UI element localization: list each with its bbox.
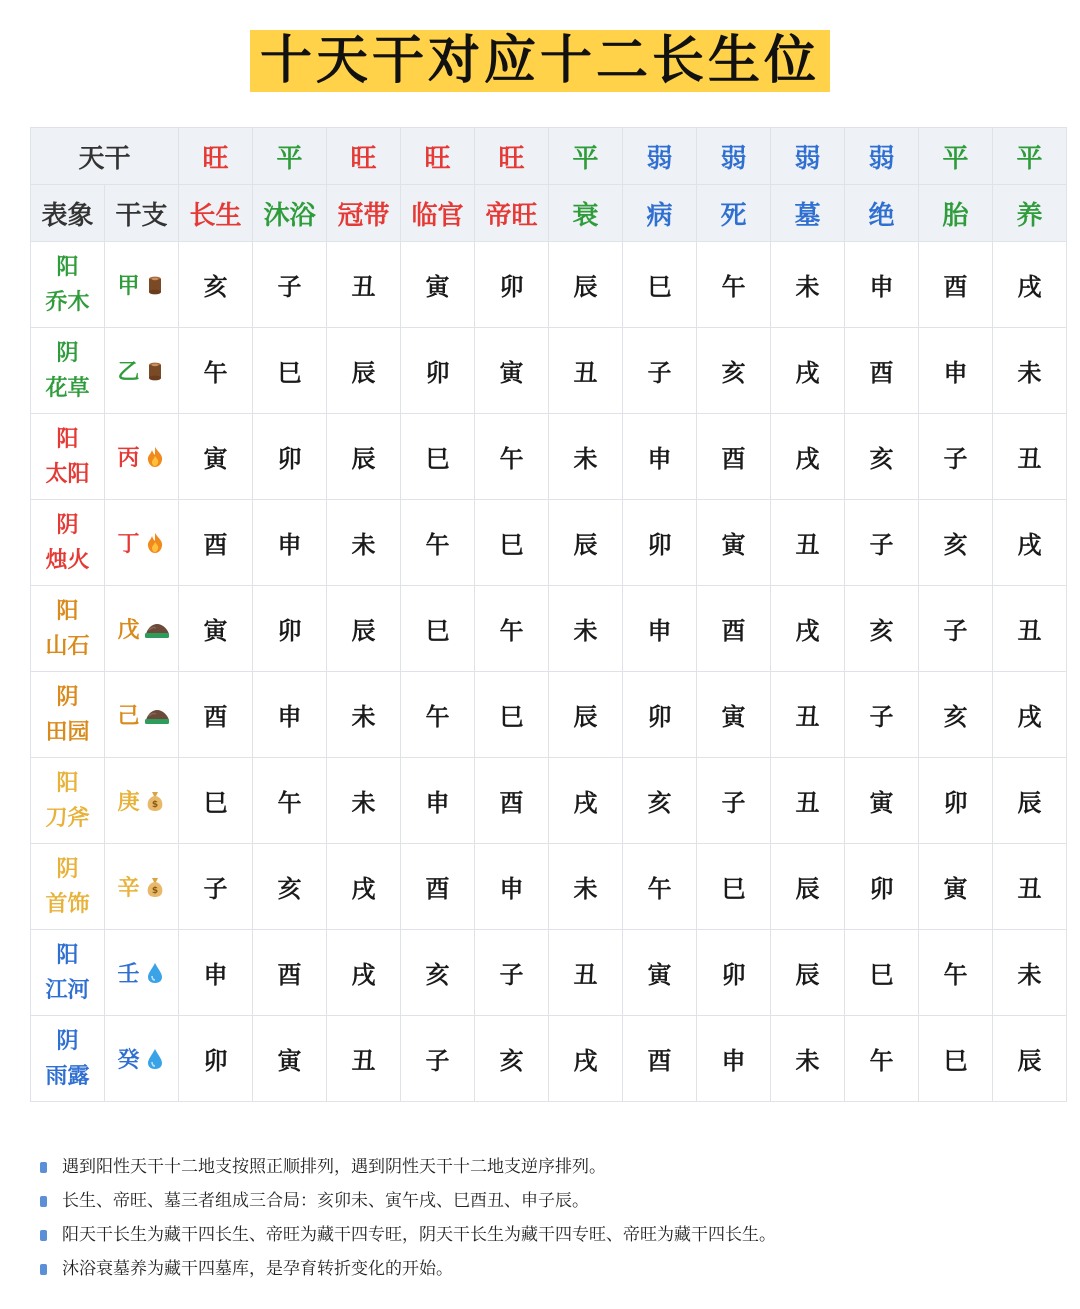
branch-cell: 未: [549, 586, 623, 672]
branch-cell: 丑: [549, 930, 623, 1016]
stem-cell: [105, 500, 179, 586]
wood-icon: [144, 360, 166, 382]
branch-cell: 寅: [253, 1016, 327, 1102]
branch-cell: 戌: [549, 758, 623, 844]
branch-cell: 未: [327, 758, 401, 844]
image-cell: [31, 672, 105, 758]
branch-cell: 戌: [771, 328, 845, 414]
table-row: [31, 930, 1067, 1016]
branch-cell: 辰: [327, 586, 401, 672]
branch-cell: 戌: [327, 930, 401, 1016]
branch-cell: 未: [993, 930, 1067, 1016]
yinyang-label: 阴: [56, 856, 79, 882]
branch-cell: 申: [845, 242, 919, 328]
branch-cell: 未: [327, 500, 401, 586]
branch-cell: 午: [253, 758, 327, 844]
branch-cell: 丑: [771, 500, 845, 586]
stem-wrap: [118, 957, 166, 988]
note-text: 沐浴衰墓养为藏干四墓库，是孕育转折变化的开始。: [62, 1259, 453, 1279]
note-item: [36, 1184, 1056, 1218]
branch-cell: 亥: [253, 844, 327, 930]
money-bag-icon: [144, 876, 166, 898]
branch-cell: 丑: [993, 414, 1067, 500]
branch-cell: 辰: [327, 414, 401, 500]
branch-cell: 卯: [253, 586, 327, 672]
stem-wrap: [118, 441, 166, 472]
note-item: [36, 1218, 1056, 1252]
branch-cell: 申: [919, 328, 993, 414]
wood-icon: [144, 274, 166, 296]
branch-cell: 申: [401, 758, 475, 844]
branch-cell: 辰: [549, 500, 623, 586]
water-drop-icon: [144, 962, 166, 984]
table-row: [31, 328, 1067, 414]
branch-cell: 卯: [401, 328, 475, 414]
branch-cell: 丑: [549, 328, 623, 414]
bullet-icon: [40, 1162, 47, 1173]
svg-text:$: $: [151, 885, 158, 896]
stage-header-cell: 沐浴: [253, 185, 327, 242]
table-row: [31, 242, 1067, 328]
branch-cell: 巳: [179, 758, 253, 844]
strength-cell: 平: [993, 128, 1067, 185]
changsheng-table: [30, 127, 1067, 1102]
branch-cell: 戌: [327, 844, 401, 930]
branch-cell: 巳: [697, 844, 771, 930]
stem-wrap: [118, 785, 166, 816]
branch-cell: 午: [401, 672, 475, 758]
image-label: 刀斧: [45, 805, 90, 831]
strength-cell: 旺: [327, 128, 401, 185]
strength-cell: 弱: [697, 128, 771, 185]
image-label: 雨露: [45, 1063, 90, 1089]
image-label: 田园: [45, 719, 90, 745]
branch-cell: 亥: [475, 1016, 549, 1102]
yinyang-label: 阳: [56, 770, 79, 796]
branch-cell: 未: [993, 328, 1067, 414]
branch-cell: 亥: [845, 414, 919, 500]
strength-cell: 旺: [179, 128, 253, 185]
table-row: [31, 844, 1067, 930]
branch-cell: 未: [549, 414, 623, 500]
header-row-stage: [31, 185, 1067, 242]
branch-cell: 辰: [771, 930, 845, 1016]
branch-cell: 亥: [179, 242, 253, 328]
image-label: 山石: [45, 633, 90, 659]
strength-cell: 弱: [771, 128, 845, 185]
strength-cell: 平: [253, 128, 327, 185]
branch-cell: 卯: [623, 672, 697, 758]
yinyang-label: 阴: [56, 684, 79, 710]
branch-cell: 寅: [623, 930, 697, 1016]
branch-cell: 丑: [327, 1016, 401, 1102]
stem-label: 甲: [117, 274, 140, 299]
branch-cell: 巳: [253, 328, 327, 414]
yinyang-label: 阳: [56, 426, 79, 452]
branch-cell: 亥: [401, 930, 475, 1016]
branch-cell: 申: [475, 844, 549, 930]
svg-text:$: $: [151, 799, 158, 810]
image-label: 乔木: [45, 289, 90, 315]
notes-list: [36, 1150, 1056, 1286]
strength-cell: 旺: [401, 128, 475, 185]
branch-cell: 亥: [697, 328, 771, 414]
branch-cell: 寅: [919, 844, 993, 930]
stage-header-cell: 胎: [919, 185, 993, 242]
branch-cell: 寅: [179, 414, 253, 500]
yinyang-label: 阳: [56, 598, 79, 624]
yinyang-label: 阴: [56, 340, 79, 366]
branch-cell: 子: [919, 586, 993, 672]
branch-cell: 巳: [401, 414, 475, 500]
stage-header-cell: 冠带: [327, 185, 401, 242]
strength-cell: 平: [919, 128, 993, 185]
stem-wrap: [118, 527, 166, 558]
image-cell: [31, 758, 105, 844]
stem-cell: [105, 758, 179, 844]
branch-cell: 丑: [327, 242, 401, 328]
branch-cell: 申: [179, 930, 253, 1016]
branch-cell: 卯: [475, 242, 549, 328]
branch-cell: 戌: [993, 672, 1067, 758]
branch-cell: 午: [475, 586, 549, 672]
yinyang-label: 阳: [56, 942, 79, 968]
strength-cell: 弱: [623, 128, 697, 185]
stem-cell: [105, 1016, 179, 1102]
table-body: [31, 128, 1067, 1102]
stem-cell: [105, 586, 179, 672]
branch-cell: 酉: [919, 242, 993, 328]
branch-cell: 亥: [623, 758, 697, 844]
branch-cell: 辰: [771, 844, 845, 930]
earth-icon: [144, 618, 166, 640]
branch-cell: 未: [771, 1016, 845, 1102]
branch-cell: 午: [179, 328, 253, 414]
branch-cell: 酉: [697, 586, 771, 672]
branch-cell: 子: [697, 758, 771, 844]
stage-header-cell: 养: [993, 185, 1067, 242]
image-label: 首饰: [45, 891, 90, 917]
image-label: 太阳: [45, 461, 90, 487]
branch-cell: 丑: [993, 844, 1067, 930]
yinyang-label: 阴: [56, 512, 79, 538]
branch-cell: 巳: [845, 930, 919, 1016]
image-cell: [31, 242, 105, 328]
yinyang-label: 阴: [56, 1028, 79, 1054]
strength-cell: 旺: [475, 128, 549, 185]
branch-cell: 巳: [401, 586, 475, 672]
stem-label: 癸: [117, 1048, 140, 1073]
image-cell: [31, 586, 105, 672]
stem-wrap: [118, 613, 166, 644]
table-row: [31, 672, 1067, 758]
branch-cell: 巳: [475, 500, 549, 586]
branch-cell: 午: [475, 414, 549, 500]
branch-cell: 卯: [253, 414, 327, 500]
biaoxiang-header: 表象: [31, 185, 105, 242]
branch-cell: 午: [845, 1016, 919, 1102]
branch-cell: 午: [401, 500, 475, 586]
branch-cell: 卯: [623, 500, 697, 586]
earth-icon: [144, 704, 166, 726]
branch-cell: 丑: [771, 672, 845, 758]
branch-cell: 寅: [179, 586, 253, 672]
stage-header-cell: 帝旺: [475, 185, 549, 242]
branch-cell: 酉: [475, 758, 549, 844]
stem-wrap: [118, 355, 166, 386]
branch-cell: 子: [475, 930, 549, 1016]
branch-cell: 寅: [697, 500, 771, 586]
bullet-icon: [40, 1230, 47, 1241]
stem-label: 丙: [117, 446, 140, 471]
branch-cell: 子: [253, 242, 327, 328]
image-cell: [31, 500, 105, 586]
stem-label: 戊: [117, 618, 140, 643]
branch-cell: 卯: [845, 844, 919, 930]
stem-wrap: [118, 269, 166, 300]
fire-icon: [144, 532, 166, 554]
note-text: 遇到阳性天干十二地支按照正顺排列，遇到阴性天干十二地支逆序排列。: [62, 1157, 606, 1177]
branch-cell: 丑: [771, 758, 845, 844]
branch-cell: 巳: [475, 672, 549, 758]
branch-cell: 酉: [179, 672, 253, 758]
branch-cell: 子: [623, 328, 697, 414]
branch-cell: 未: [549, 844, 623, 930]
stage-header-cell: 衰: [549, 185, 623, 242]
note-text: 长生、帝旺、墓三者组成三合局：亥卯未、寅午戌、巳酉丑、申子辰。: [62, 1191, 589, 1211]
branch-cell: 巳: [623, 242, 697, 328]
branch-cell: 戌: [771, 586, 845, 672]
stage-header-cell: 墓: [771, 185, 845, 242]
stem-cell: [105, 844, 179, 930]
branch-cell: 申: [697, 1016, 771, 1102]
image-cell: [31, 328, 105, 414]
branch-cell: 子: [179, 844, 253, 930]
branch-cell: 午: [919, 930, 993, 1016]
branch-cell: 申: [623, 586, 697, 672]
stem-label: 壬: [117, 962, 140, 987]
branch-cell: 戌: [549, 1016, 623, 1102]
table-row: [31, 414, 1067, 500]
stem-label: 丁: [117, 532, 140, 557]
branch-cell: 酉: [697, 414, 771, 500]
branch-cell: 卯: [919, 758, 993, 844]
image-cell: [31, 930, 105, 1016]
branch-cell: 亥: [919, 500, 993, 586]
branch-cell: 亥: [919, 672, 993, 758]
table-row: [31, 500, 1067, 586]
branch-cell: 巳: [919, 1016, 993, 1102]
branch-cell: 辰: [327, 328, 401, 414]
branch-cell: 寅: [475, 328, 549, 414]
stem-label: 己: [117, 704, 140, 729]
branch-cell: 子: [919, 414, 993, 500]
image-cell: [31, 844, 105, 930]
branch-cell: 子: [845, 500, 919, 586]
branch-cell: 戌: [993, 500, 1067, 586]
stem-wrap: [118, 871, 166, 902]
bullet-icon: [40, 1264, 47, 1275]
branch-cell: 申: [253, 672, 327, 758]
branch-cell: 申: [623, 414, 697, 500]
water-drop-icon: [144, 1048, 166, 1070]
stage-header-cell: 病: [623, 185, 697, 242]
stem-cell: [105, 930, 179, 1016]
branch-cell: 未: [771, 242, 845, 328]
fire-icon: [144, 446, 166, 468]
table-row: [31, 758, 1067, 844]
title-wrap: [0, 30, 1080, 92]
branch-cell: 辰: [993, 758, 1067, 844]
branch-cell: 辰: [549, 672, 623, 758]
money-bag-icon: [144, 790, 166, 812]
table-row: [31, 586, 1067, 672]
strength-cell: 弱: [845, 128, 919, 185]
image-cell: [31, 1016, 105, 1102]
branch-cell: 戌: [771, 414, 845, 500]
branch-cell: 寅: [845, 758, 919, 844]
stem-cell: [105, 414, 179, 500]
note-item: [36, 1252, 1056, 1286]
stage-header-cell: 临官: [401, 185, 475, 242]
image-label: 江河: [45, 977, 90, 1003]
table-row: [31, 1016, 1067, 1102]
stem-cell: [105, 328, 179, 414]
branch-cell: 酉: [623, 1016, 697, 1102]
yinyang-label: 阳: [56, 254, 79, 280]
branch-cell: 午: [623, 844, 697, 930]
stem-cell: [105, 242, 179, 328]
note-item: [36, 1150, 1056, 1184]
stage-header-cell: 长生: [179, 185, 253, 242]
branch-cell: 酉: [401, 844, 475, 930]
image-cell: [31, 414, 105, 500]
stem-label: 庚: [117, 790, 140, 815]
branch-cell: 辰: [549, 242, 623, 328]
branch-cell: 卯: [697, 930, 771, 1016]
page-title: 十天干对应十二长生位: [250, 30, 830, 92]
header-row-strength: [31, 128, 1067, 185]
image-label: 花草: [45, 375, 90, 401]
branch-cell: 卯: [179, 1016, 253, 1102]
branch-cell: 辰: [993, 1016, 1067, 1102]
branch-cell: 子: [401, 1016, 475, 1102]
tiangan-header: 天干: [31, 128, 179, 185]
ganzhi-header: 干支: [105, 185, 179, 242]
branch-cell: 戌: [993, 242, 1067, 328]
bullet-icon: [40, 1196, 47, 1207]
note-text: 阳天干长生为藏干四长生、帝旺为藏干四专旺，阴天干长生为藏干四专旺、帝旺为藏干四长生。: [62, 1225, 776, 1245]
stem-label: 辛: [117, 876, 140, 901]
branch-cell: 酉: [253, 930, 327, 1016]
strength-cell: 平: [549, 128, 623, 185]
branch-cell: 寅: [697, 672, 771, 758]
branch-cell: 未: [327, 672, 401, 758]
stem-cell: [105, 672, 179, 758]
branch-cell: 酉: [845, 328, 919, 414]
branch-cell: 亥: [845, 586, 919, 672]
branch-cell: 申: [253, 500, 327, 586]
branch-cell: 丑: [993, 586, 1067, 672]
stage-header-cell: 死: [697, 185, 771, 242]
stem-wrap: [118, 699, 166, 730]
stem-wrap: [118, 1043, 166, 1074]
branch-cell: 寅: [401, 242, 475, 328]
stage-header-cell: 绝: [845, 185, 919, 242]
branch-cell: 午: [697, 242, 771, 328]
stem-label: 乙: [117, 360, 140, 385]
image-label: 烛火: [45, 547, 90, 573]
branch-cell: 子: [845, 672, 919, 758]
branch-cell: 酉: [179, 500, 253, 586]
